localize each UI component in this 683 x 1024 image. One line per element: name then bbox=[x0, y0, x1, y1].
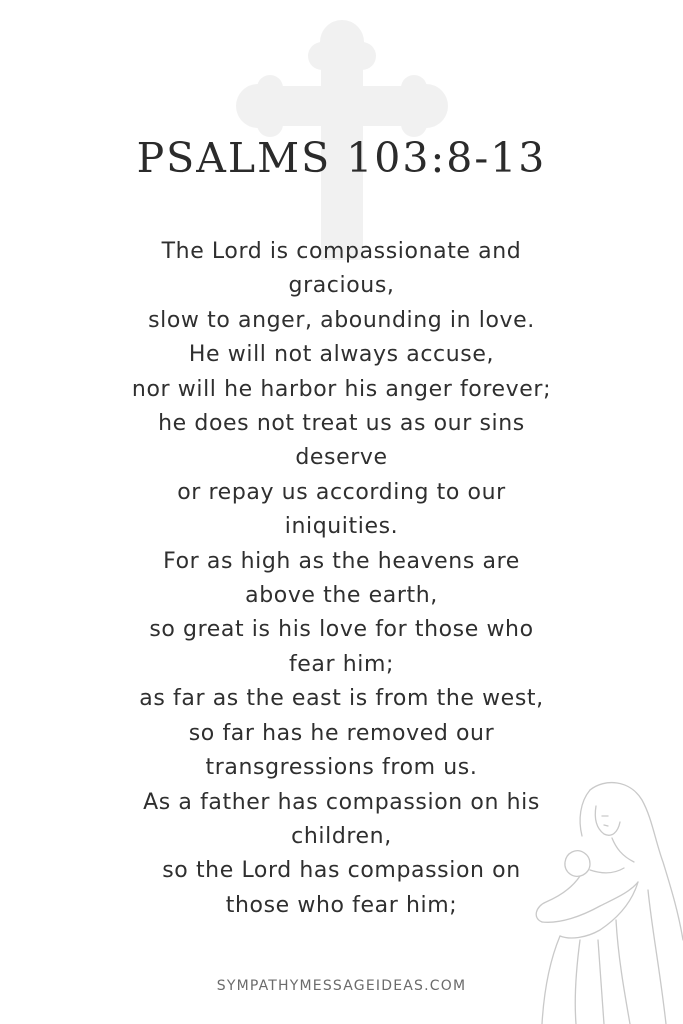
verse-line: deserve bbox=[295, 445, 388, 471]
verse-line: so far has he removed our bbox=[188, 720, 495, 746]
verse-line: above the earth, bbox=[245, 583, 438, 609]
verse-line: nor will he harbor his anger forever; bbox=[131, 376, 552, 402]
verse-line: so great is his love for those who bbox=[149, 617, 534, 643]
verse-line: as far as the east is from the west, bbox=[139, 686, 544, 712]
page-title: PSALMS 103:8-13 bbox=[136, 134, 547, 182]
verse-line: The Lord is compassionate and bbox=[161, 239, 522, 264]
verse-line: fear him; bbox=[288, 651, 395, 677]
verse-line: so the Lord has compassion on bbox=[162, 858, 521, 884]
verse-line: those who fear him; bbox=[225, 892, 458, 918]
verse-line: he does not treat us as our sins bbox=[158, 411, 525, 437]
verse-line: As a father has compassion on his bbox=[143, 789, 540, 815]
verse-line: or repay us according to our bbox=[177, 479, 506, 505]
verse-line: For as high as the heavens are bbox=[163, 548, 520, 574]
verse-line: iniquities. bbox=[284, 514, 399, 540]
verse-line: He will not always accuse, bbox=[188, 342, 495, 368]
verse-line: slow to anger, abounding in love. bbox=[148, 307, 535, 333]
verse-line: transgressions from us. bbox=[205, 755, 478, 781]
verse-line: children, bbox=[291, 823, 392, 849]
verse-line: gracious, bbox=[288, 273, 395, 299]
site-url: SYMPATHYMESSAGEIDEAS.COM bbox=[216, 978, 467, 994]
